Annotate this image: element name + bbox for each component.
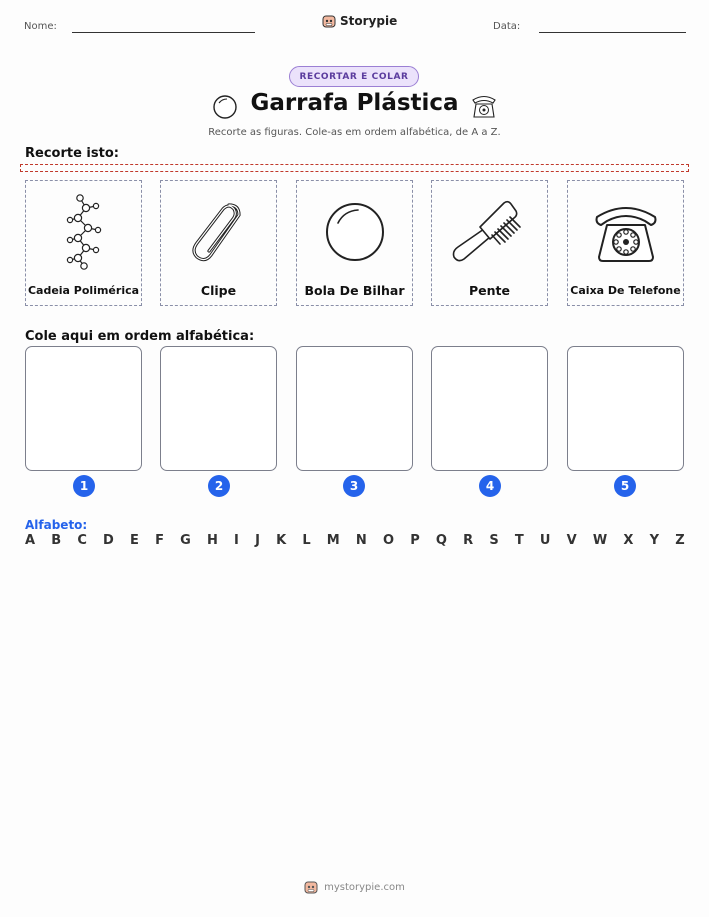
- polymer-chain-icon: [64, 192, 104, 272]
- alphabet-letter: L: [302, 533, 311, 548]
- cutout-card-comb[interactable]: [431, 180, 548, 306]
- alphabet-letter: B: [51, 533, 62, 548]
- alphabet-letter: Y: [649, 533, 660, 548]
- storypie-mascot-icon: [322, 14, 336, 28]
- brand-name: Storypie: [340, 14, 398, 28]
- cut-line: [20, 164, 689, 172]
- paste-slot-5[interactable]: [567, 346, 684, 471]
- alphabet-letter: A: [25, 533, 36, 548]
- alphabet-letter: Z: [675, 533, 685, 548]
- page-title: Garrafa Plástica: [250, 90, 459, 116]
- alphabet-letter: H: [206, 533, 218, 548]
- card-label: Bola De Bilhar: [304, 283, 405, 298]
- cutout-card-polymer-chain[interactable]: [25, 180, 142, 306]
- footer: [0, 880, 709, 894]
- alphabet-letter: F: [155, 533, 164, 548]
- alphabet-letter: R: [463, 533, 474, 548]
- telephone-icon: [591, 199, 661, 265]
- alphabet-letter: I: [234, 533, 239, 548]
- alphabet-letter: X: [623, 533, 634, 548]
- footer-site[interactable]: mystorypie.com: [324, 881, 405, 893]
- alphabet-letter: G: [180, 533, 191, 548]
- alphabet-letter: C: [77, 533, 87, 548]
- cut-heading: Recorte isto:: [25, 146, 119, 161]
- date-label: Data:: [493, 21, 521, 32]
- alphabet-heading: Alfabeto:: [25, 518, 88, 532]
- card-label: Cadeia Polimérica: [27, 284, 140, 297]
- name-label: Nome:: [24, 21, 57, 32]
- alphabet-letter: U: [539, 533, 551, 548]
- alphabet-letter: M: [326, 533, 340, 548]
- slot-number-badge: 2: [208, 475, 230, 497]
- paste-heading: Cole aqui em ordem alfabética:: [25, 329, 255, 344]
- cutout-card-billiard-ball[interactable]: [296, 180, 413, 306]
- paste-slot-4[interactable]: [431, 346, 548, 471]
- card-label: Clipe: [200, 283, 237, 298]
- alphabet-letter: N: [355, 533, 367, 548]
- alphabet-letter: Q: [435, 533, 447, 548]
- storypie-mascot-icon: [304, 880, 318, 894]
- alphabet-letter: P: [410, 533, 420, 548]
- date-field[interactable]: [539, 32, 686, 33]
- alphabet-letter: S: [489, 533, 499, 548]
- card-label: Caixa De Telefone: [570, 284, 681, 297]
- slot-number-badge: 4: [479, 475, 501, 497]
- alphabet-letter: O: [382, 533, 395, 548]
- name-field[interactable]: [72, 32, 255, 33]
- activity-tag: RECORTAR E COLAR: [289, 66, 419, 87]
- instructions: Recorte as figuras. Cole-as em ordem alfabética, de A a Z.: [208, 127, 501, 138]
- alphabet-letter: V: [566, 533, 577, 548]
- alphabet-letter: W: [592, 533, 608, 548]
- paste-slot-1[interactable]: [25, 346, 142, 471]
- alphabet-row: [25, 533, 685, 548]
- alphabet-letter: J: [255, 533, 260, 548]
- telephone-icon: [469, 92, 499, 120]
- alphabet-letter: D: [103, 533, 114, 548]
- paperclip-icon: [189, 197, 249, 267]
- alphabet-letter: K: [276, 533, 287, 548]
- comb-icon: [450, 197, 530, 267]
- cutout-card-paperclip[interactable]: [160, 180, 277, 306]
- cutout-card-telephone[interactable]: [567, 180, 684, 306]
- paste-slot-3[interactable]: [296, 346, 413, 471]
- slot-number-badge: 3: [343, 475, 365, 497]
- alphabet-letter: E: [130, 533, 139, 548]
- billiard-ball-icon: [322, 199, 388, 265]
- slot-number-badge: 1: [73, 475, 95, 497]
- card-label: Pente: [469, 283, 510, 298]
- alphabet-letter: T: [514, 533, 524, 548]
- brand-logo: [322, 14, 397, 28]
- slot-number-badge: 5: [614, 475, 636, 497]
- paste-slot-2[interactable]: [160, 346, 277, 471]
